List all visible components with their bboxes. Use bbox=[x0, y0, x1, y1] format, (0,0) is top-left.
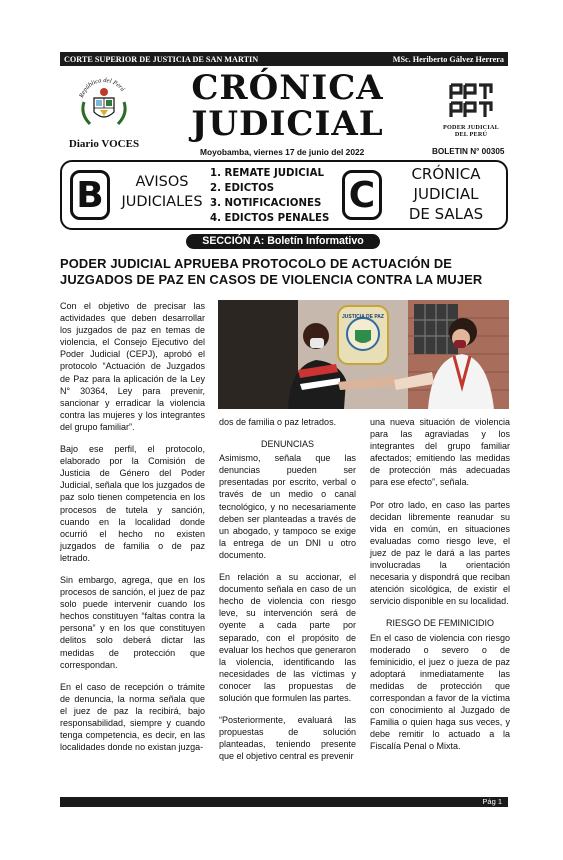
section-a-label: SECCIÓN A: Boletín Informativo bbox=[186, 234, 380, 249]
salas-line-2: JUDICIAL bbox=[413, 185, 479, 203]
svg-text:República del Perú: República del Perú bbox=[78, 76, 127, 99]
page-number: Pág 1 bbox=[482, 797, 502, 806]
boletin-number: BOLETIN N° 00305 bbox=[432, 147, 505, 156]
poder-judicial-logo bbox=[440, 82, 502, 138]
dateline: Moyobamba, viernes 17 de junio del 2022 bbox=[200, 147, 365, 157]
salas-line-1: CRÓNICA bbox=[411, 165, 481, 183]
paragraph: una nueva situación de violencia para las agraviadas y los integrantes del grupo familiar afectados; emitiendo las medidas de protección más adecuadas para ese efecto”, señala. bbox=[370, 417, 510, 488]
diario-voces-logo bbox=[66, 74, 142, 154]
list-item: 4. EDICTOS PENALES bbox=[210, 213, 330, 224]
article-headline: PODER JUDICIAL APRUEBA PROTOCOLO DE ACTUACIÓN DE JUZGADOS DE PAZ EN CASOS DE VIOLENCIA CONTRA LA MUJER bbox=[60, 256, 483, 287]
paragraph: Bajo ese perfil, el protocolo, elaborado por la Comisión de Justicia de Género del Poder Judicial, señala que los juzgados de paz solo tienen competencia en los procesos de tutela y sanción, cuando en la localidad donde ocurrió el hecho no existen juzgados de familia o de paz letrado. bbox=[60, 444, 205, 563]
masthead-line-1: CRÓNICA bbox=[191, 68, 384, 108]
paragraph: “Posteriormente, evaluará las propuestas de solución planteadas, teniendo presente que el objetivo central es prevenir bbox=[219, 715, 356, 762]
subheading-denuncias: DENUNCIAS bbox=[260, 439, 314, 450]
top-banner bbox=[60, 52, 508, 66]
court-name: CORTE SUPERIOR DE JUSTICIA DE SAN MARTIN bbox=[64, 54, 259, 64]
list-item: 3. NOTIFICACIONES bbox=[210, 198, 322, 209]
salas-line-3: DE SALAS bbox=[408, 205, 484, 223]
article-column-2 bbox=[219, 416, 356, 772]
page-footer bbox=[60, 797, 508, 807]
avisos-line-2: JUDICIALES bbox=[121, 194, 203, 210]
sign-text: JUSTICIA DE PAZ bbox=[342, 314, 384, 320]
paragraph: En el caso de recepción o trámite de denuncia, la norma señala que el juez de paz la recibirá, bajo responsabilidad, siempre y cuando tenga competencia, es decir, en las localidades donde no existan juzga- bbox=[60, 681, 205, 753]
paragraph: Sin embargo, agrega, que en los procesos de sanción, el juez de paz solo puede intervenir cuando los hechos constituyen “faltas contra la persona” y en los que constituyen delitos solo deberá dictar las medidas de protección que correspondan. bbox=[60, 574, 205, 670]
avisos-list bbox=[210, 166, 329, 226]
section-b-letter: B bbox=[70, 170, 110, 220]
article-column-1 bbox=[60, 300, 205, 763]
list-item: 2. EDICTOS bbox=[210, 183, 275, 194]
poder-judicial-icon bbox=[448, 82, 494, 120]
paragraph: dos de familia o paz letrados. bbox=[219, 417, 337, 427]
list-item: 1. REMATE JUDICIAL bbox=[210, 168, 324, 179]
subheading-riesgo: RIESGO DE FEMINICIDIO bbox=[385, 618, 494, 629]
masthead-line-2: JUDICIAL bbox=[191, 104, 384, 144]
cronica-judicial-salas-title bbox=[384, 164, 508, 224]
paragraph: Con el objetivo de precisar las actividades que deben desarrollar los juzgados de paz en temas de violencia, el Consejo Ejecutivo del Poder Judicial (CEPJ), aprobó el protocolo “Actuación de Juzgados de Paz para la aplicación de la Ley N° 30364, Ley para prevenir, sancionar y erradicar la violencia contra las mujeres y los integrantes del grupo familiar”. bbox=[60, 301, 205, 432]
paragraph: Por otro lado, en caso las partes decidan libremente reanudar su vida en común, en situaciones evaluadas como riesgo leve, el juez de paz le dará a las partes involucradas la orientación necesaria y dispondrá que reciban atención sicológica, de existir el servicio disponible en su localidad. bbox=[370, 499, 510, 607]
section-c-letter: C bbox=[342, 170, 382, 220]
avisos-judiciales-title bbox=[112, 172, 212, 212]
article-column-3 bbox=[370, 416, 510, 762]
paragraph: En el caso de violencia con riesgo moderado o severo o de feminicidio, el juez o jueza de paz adoptará inmediatamente las medidas de protección que correspondan a favor de la víctima con conocimiento al Juzgado de Familia o quien haga sus veces, y debe remitir lo actuado a la Fiscalía Penal o Mixta. bbox=[370, 632, 510, 752]
diario-voces-label: Diario VOCES bbox=[68, 138, 140, 150]
article-photo bbox=[218, 300, 509, 409]
pj-line-1: PODER JUDICIAL bbox=[443, 124, 499, 131]
masthead-title bbox=[180, 70, 395, 142]
sections-index-box bbox=[60, 160, 508, 230]
author-name: MSc. Heriberto Gálvez Herrera bbox=[392, 54, 504, 64]
pj-line-2: DEL PERÚ bbox=[454, 131, 488, 138]
peru-coat-of-arms-icon bbox=[76, 74, 132, 130]
paragraph: En relación a su accionar, el documento señala en caso de un hecho de violencia con riesgo leve, su intervención será de oyente a cada parte por separado, con el propósito de evaluar los hechos que generaron la violencia, identificando las necesidades de las víctimas y conocer las propuestas de solución que formulen las partes. bbox=[219, 572, 356, 703]
avisos-line-1: AVISOS bbox=[135, 174, 189, 190]
paragraph: Asimismo, señala que las denuncias pueden ser presentadas por escrito, verbal o través de un medio o canal tecnológico, y no necesariamente deben ser planteadas a través de un abogado, y tampoco se exige la entrega de un DNI u otro documento. bbox=[219, 453, 356, 560]
